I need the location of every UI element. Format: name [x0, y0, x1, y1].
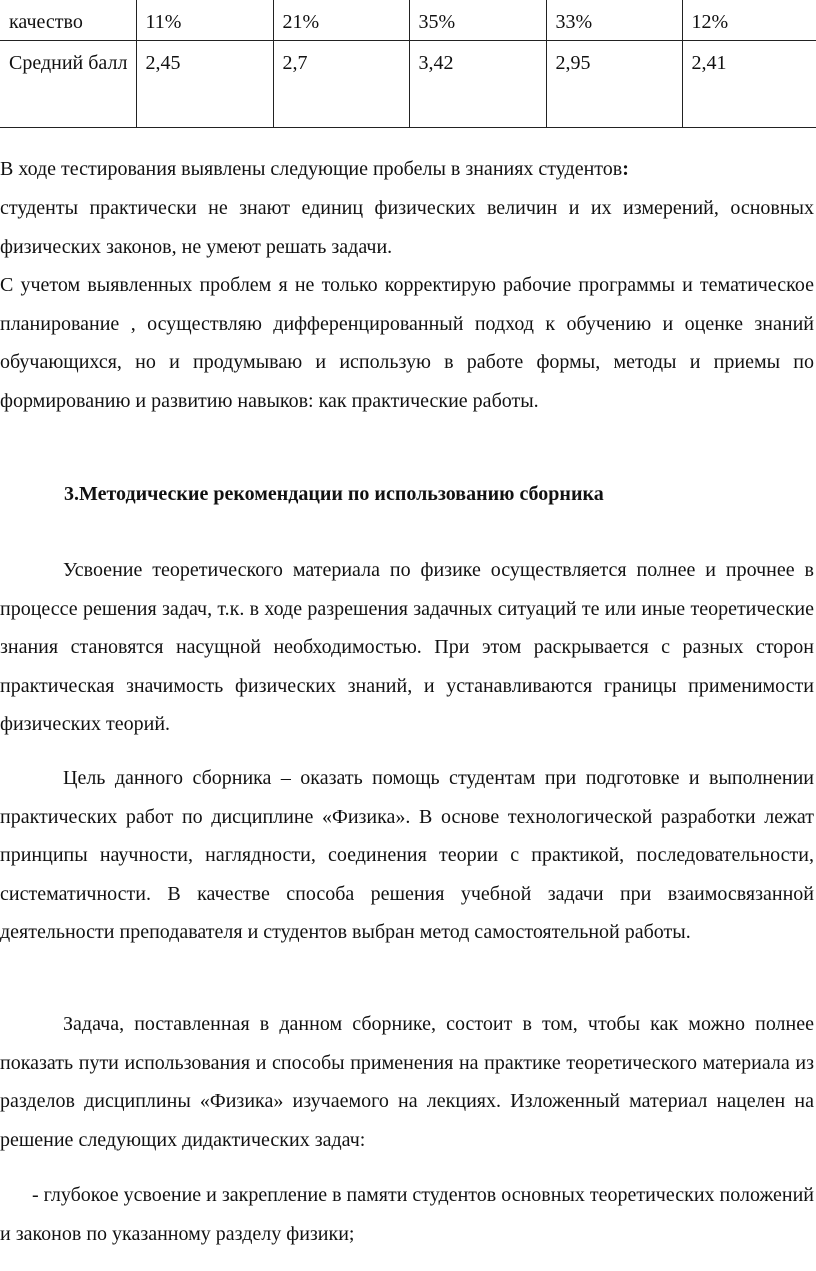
section-paragraph-4: - глубокое усвоение и закрепление в памяти студентов основных теоретических положений и законов по указанному разделу физики; [0, 1184, 814, 1245]
section-heading: 3.Методические рекомендации по использованию сборника [64, 483, 604, 505]
table-cell-label: Средний балл [0, 41, 136, 128]
section-paragraph-3: Задача, поставленная в данном сборнике, состоит в том, чтобы как можно полнее показать пути использования и способы применения на практике теоретического материала из разделов дисциплины «Физика» изучаемого на лекциях. Изложенный материал нацелен на решение следующих дидактических задач: [0, 1013, 814, 1151]
table-cell: 33% [546, 0, 682, 41]
table-cell: 35% [409, 0, 546, 41]
table-cell: 2,7 [273, 41, 409, 128]
intro-gaps: студенты практически не знают единиц физических величин и их измерений, основных физических законов, не умеют решать задачи. [0, 197, 814, 258]
section-paragraph-1: Усвоение теоретического материала по физике осуществляется полнее и прочнее в процессе решения задач, т.к. в ходе разрешения задачных ситуаций те или иные теоретические знания становятся насущной необходимостью. При этом раскрывается с разных сторон практическая значимость физических знаний, и устанавливаются границы применимости физических теорий. [0, 559, 814, 736]
table-cell: 3,42 [409, 41, 546, 128]
table-cell: 11% [136, 0, 273, 41]
intro-lead-text: В ходе тестирования выявлены следующие пробелы в знаниях студентов [0, 158, 623, 180]
table-cell: 2,45 [136, 41, 273, 128]
table-cell-label: качество [0, 0, 136, 41]
table-row-quality [0, 0, 816, 41]
section-paragraph-2: Цель данного сборника – оказать помощь студентам при подготовке и выполнении практических работ по дисциплине «Физика». В основе технологической разработки лежат принципы научности, наглядности, соединения теории с практикой, последовательности, систематичности. В качестве способа решения учебной задачи при взаимосвязанной деятельности преподавателя и студентов выбран метод самостоятельной работы. [0, 767, 814, 944]
intro-colon: : [622, 158, 629, 180]
intro-lead [0, 150, 814, 189]
table-cell: 12% [682, 0, 816, 41]
table-row-average [0, 41, 816, 128]
table-cell: 2,41 [682, 41, 816, 128]
table-cell: 2,95 [546, 41, 682, 128]
intro-actions: С учетом выявленных проблем я не только корректирую рабочие программы и тематическое планирование , осуществляю дифференцированный подход к обучению и оценке знаний обучающихся, но и продумываю и использую в работе формы, методы и приемы по формированию и развитию навыков: как практические работы. [0, 274, 814, 412]
results-table [0, 0, 816, 128]
table-cell: 21% [273, 0, 409, 41]
